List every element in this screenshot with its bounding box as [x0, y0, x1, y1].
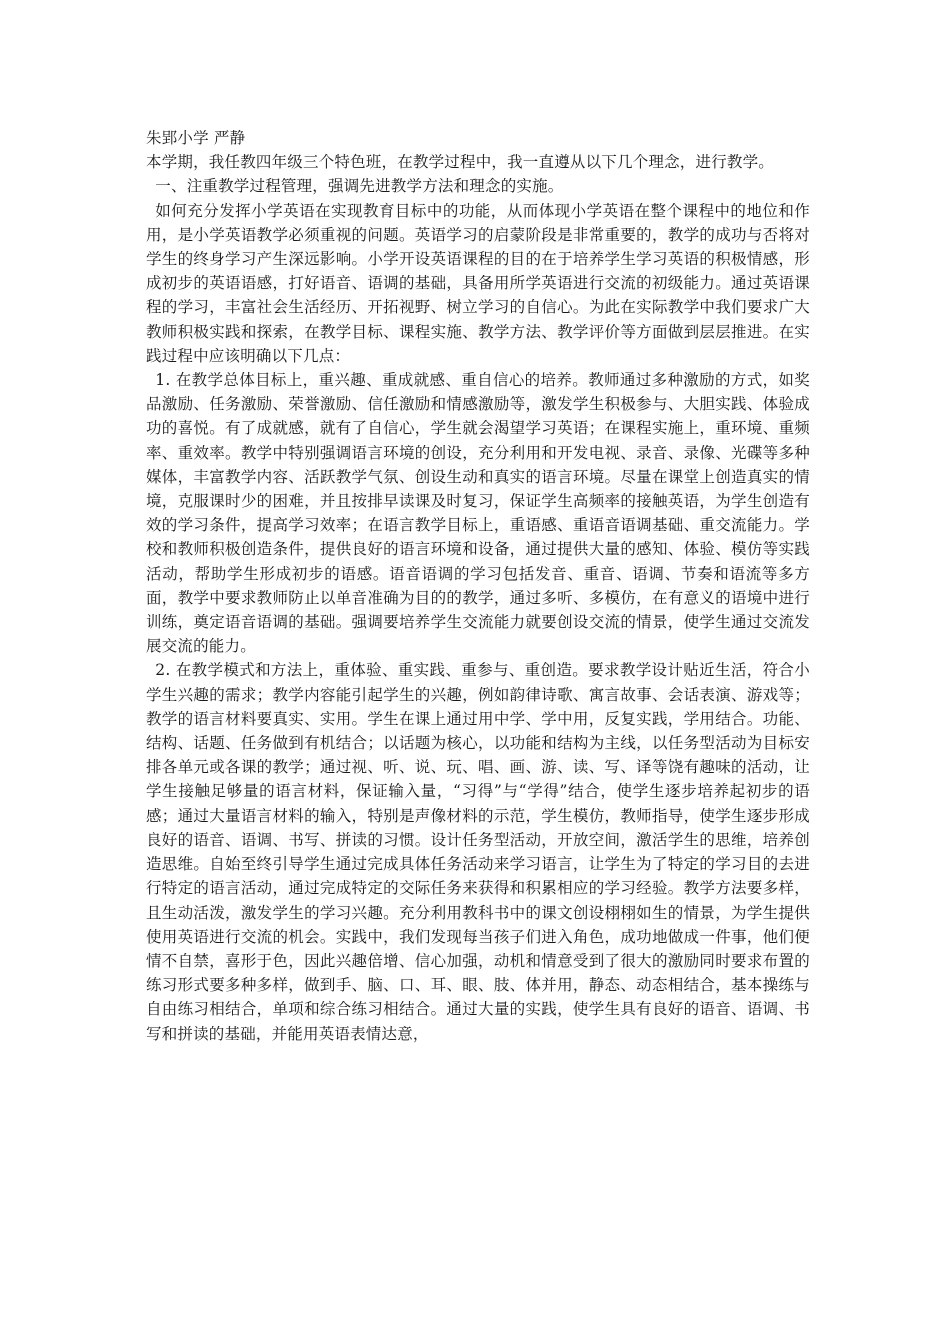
body-paragraph: 如何充分发挥小学英语在实现教育目标中的功能，从而体现小学英语在整个课程中的地位和作用，是小学英语教学必须重视的问题。英语学习的启蒙阶段是非常重要的，教学的成功与否将对学生的终身学习产生深远影响。小学开设英语课程的目的在于培养学生学习英语的积极情感，形成初步的英语语感，打好语音、语调的基础，具备用所学英语进行交流的初级能力。通过英语课程的学习，丰富社会生活经历、开拓视野、树立学习的自信心。为此在实际教学中我们要求广大教师积极实践和探索，在教学目标、课程实施、教学方法、教学评价等方面做到层层推进。在实践过程中应该明确以下几点：	[146, 201, 810, 365]
point-paragraph-2: 2. 在教学模式和方法上，重体验、重实践、重参与、重创造。要求教学设计贴近生活，符合小学生兴趣的需求；教学内容能引起学生的兴趣，例如韵律诗歌、寓言故事、会话表演、游戏等；教学的语言材料要真实、实用。学生在课上通过用中学、学中用，反复实践，学用结合。功能、结构、话题、任务做到有机结合；以话题为核心，以功能和结构为主线，以任务型活动为目标安排各单元或各课的教学；通过视、听、说、玩、唱、画、游、读、写、译等饶有趣味的活动，让学生接触足够量的语言材料，保证输入量，“习得”与“学得”结合，使学生逐步培养起初步的语感；通过大量语言材料的输入，特别是声像材料的示范，学生模仿，教师指导，使学生逐步形成良好的语音、语调、书写、拼读的习惯。设计任务型活动，开放空间，激活学生的思维，培养创造思维。自始至终引导学生通过完成具体任务活动来学习语言，让学生为了特定的学习目的去进行特定的语言活动，通过完成特定的交际任务来获得和积累相应的学习经验。教学方法要多样，且生动活泼，激发学生的学习兴趣。充分利用教科书中的课文创设栩栩如生的情景，为学生提供使用英语进行交流的机会。实践中，我们发现每当孩子们进入角色，成功地做成一件事，他们便情不自禁，喜形于色，因此兴趣倍增、信心加强，动机和情意受到了很大的激励同时要求布置的练习形式要多种多样，做到手、脑、口、耳、眼、肢、体并用，静态、动态相结合，基本操练与自由练习相结合，单项和综合练习相结合。通过大量的实践，使学生具有良好的语音、语调、书写和拼读的基础，并能用英语表情达意，	[146, 661, 810, 1043]
intro-paragraph: 本学期，我任教四年级三个特色班，在教学过程中，我一直遵从以下几个理念，进行教学。	[146, 153, 775, 172]
document-body	[146, 126, 810, 1046]
point-paragraph-1: 1. 在教学总体目标上，重兴趣、重成就感、重自信心的培养。教师通过多种激励的方式，如奖品激励、任务激励、荣誉激励、信任激励和情感激励等，激发学生积极参与、大胆实践、体验成功的喜悦。有了成就感，就有了自信心，学生就会渴望学习英语；在课程实施上，重环境、重频率、重效率。教学中特别强调语言环境的创设，充分利用和开发电视、录音、录像、光碟等多种媒体，丰富教学内容、活跃教学气氛、创设生动和真实的语言环境。尽量在课堂上创造真实的情境，克服课时少的困难，并且按排早读课及时复习，保证学生高频率的接触英语，为学生创造有效的学习条件，提高学习效率；在语言教学目标上，重语感、重语音语调基础、重交流能力。学校和教师积极创造条件，提供良好的语言环境和设备，通过提供大量的感知、体验、模仿等实践活动，帮助学生形成初步的语感。语音语调的学习包括发音、重音、语调、节奏和语流等多方面，教学中要求教师防止以单音准确为目的的教学，通过多听、多模仿，在有意义的语境中进行训练，奠定语音语调的基础。强调要培养学生交流能力就要创设交流的情景，使学生通过交流发展交流的能力。	[146, 371, 810, 656]
section-heading: 一、注重教学过程管理，强调先进教学方法和理念的实施。	[155, 177, 564, 196]
author-line: 朱郢小学 严静	[146, 129, 246, 147]
